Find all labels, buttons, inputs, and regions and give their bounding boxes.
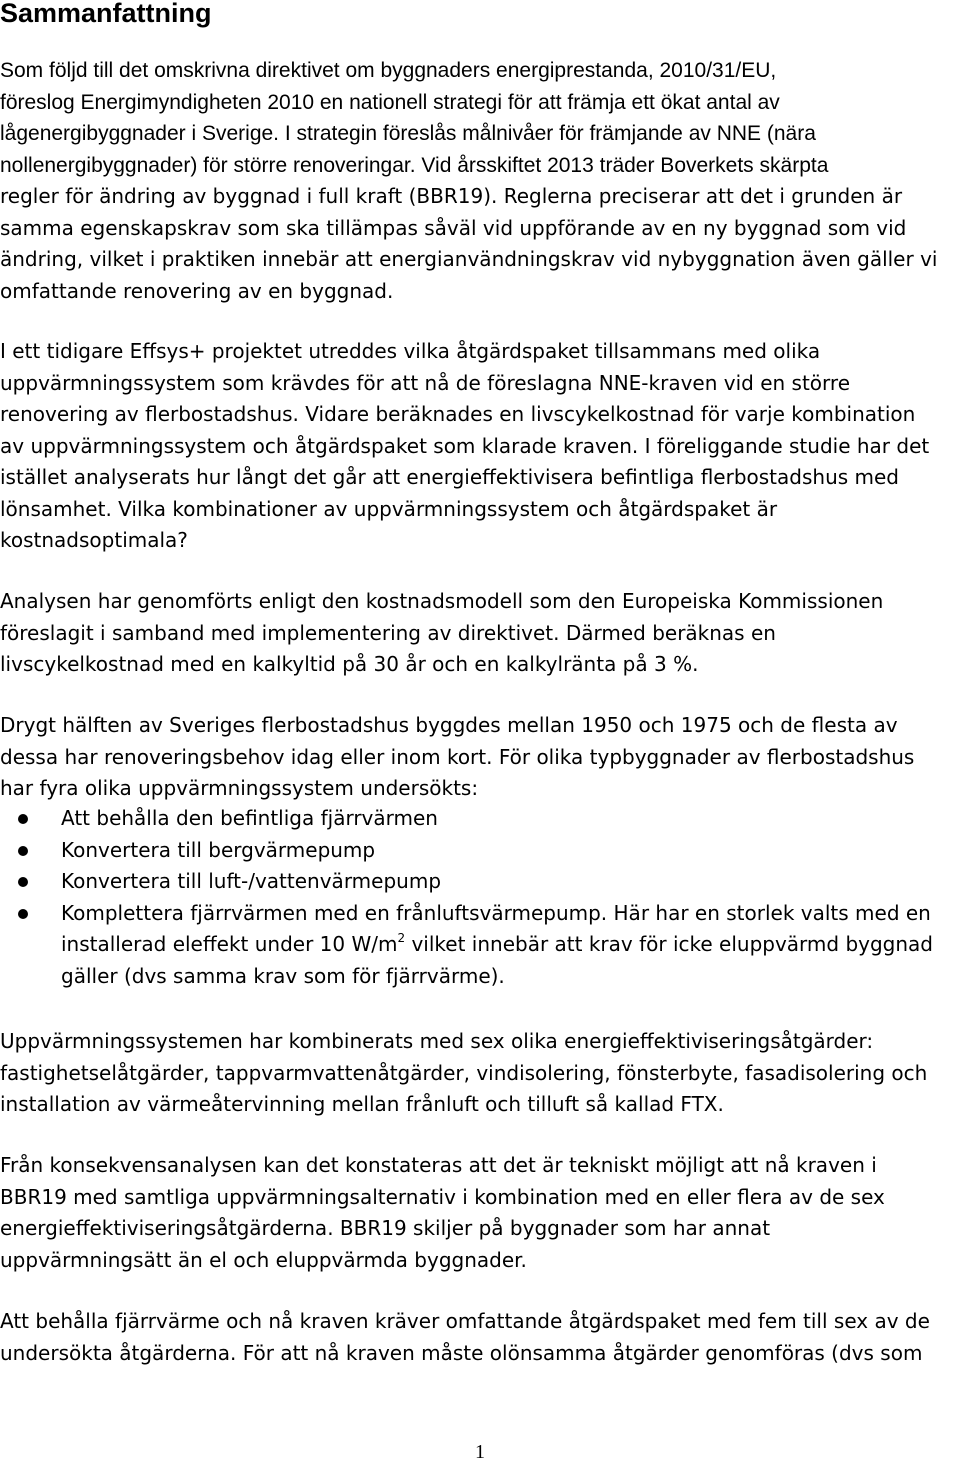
text-line: fastighetselåtgärder, tappvarmvattenåtgärder, vindisolering, fönsterbyte, fasadisolering och xyxy=(0,1060,928,1085)
list-item xyxy=(0,835,960,867)
list-item-text: Att behålla den befintliga fjärrvärmen xyxy=(61,806,438,830)
text-line: regler för ändring av byggnad i full kraft (BBR19). Reglerna preciserar att det i grunden är xyxy=(0,184,903,208)
text-line: av uppvärmningssystem och åtgärdspaket som klarade kraven. I föreliggande studie har det xyxy=(0,433,930,458)
text-line: renovering av flerbostadshus. Vidare beräknades en livscykelkostnad för varje kombination xyxy=(0,402,916,426)
text-line: föreslog Energimyndigheten 2010 en nationell strategi för att främja ett ökat antal av xyxy=(0,90,780,114)
paragraph-intro xyxy=(0,55,960,307)
text-line: föreslagit i samband med implementering av direktivet. Därmed beräknas en xyxy=(0,620,776,645)
text-line: I ett tidigare Effsys+ projektet utreddes vilka åtgärdspaket tillsammans med olika xyxy=(0,339,821,363)
text-line: uppvärmningssystem som krävdes för att nå de föreslagna NNE-kraven vid en större xyxy=(0,370,850,395)
list-item xyxy=(0,803,960,835)
text-line: ändring, vilket i praktiken innebär att energianvändningskrav vid nybyggnation även gäller vi xyxy=(0,247,938,271)
text-line: energieffektiviseringsåtgärderna. BBR19 skiljer på byggnader som har annat xyxy=(0,1216,771,1240)
list-item-text: Konvertera till luft-/vattenvärmepump xyxy=(61,869,442,893)
paragraph-analysis xyxy=(0,586,960,681)
text-line: Analysen har genomförts enligt den kostnadsmodell som den Europeiska Kommissionen xyxy=(0,589,884,613)
bullet-icon xyxy=(18,877,28,887)
text-line: Att behålla fjärrvärme och nå kraven kräver omfattande åtgärdspaket med fem till sex av de xyxy=(0,1309,930,1333)
page-number: 1 xyxy=(475,1441,485,1463)
paragraph-consequence xyxy=(0,1150,960,1276)
text-line: BBR19 med samtliga uppvärmningsalternativ i kombination med en eller flera av de sex xyxy=(0,1184,885,1209)
text-fragment: vilket innebär att krav för icke eluppvärmd byggnad xyxy=(405,932,933,956)
heating-systems-list xyxy=(0,803,960,992)
text-line: Som följd till det omskrivna direktivet om byggnaders energiprestanda, 2010/31/EU, xyxy=(0,59,777,82)
paragraph-district-heating xyxy=(0,1306,960,1369)
text-line: har fyra olika uppvärmningssystem undersökts: xyxy=(0,776,479,800)
text-line: omfattande renovering av en byggnad. xyxy=(0,278,394,303)
text-fragment: installerad eleffekt under 10 W/m xyxy=(61,932,398,956)
paragraph-measures xyxy=(0,1026,960,1121)
list-item xyxy=(0,898,960,993)
text-line: Uppvärmningssystemen har kombinerats med sex olika energieffektiviseringsåtgärder: xyxy=(0,1029,874,1053)
text-line: uppvärmningsätt än el och eluppvärmda byggnader. xyxy=(0,1247,527,1272)
section-heading: Sammanfattning xyxy=(0,0,212,28)
list-item-text xyxy=(61,929,960,961)
paragraph-buildings xyxy=(0,710,960,805)
text-line: livscykelkostnad med en kalkyltid på 30 år och en kalkylränta på 3 %. xyxy=(0,652,699,676)
list-item-text: Komplettera fjärrvärmen med en frånluftsvärmepump. Här har en storlek valts med en xyxy=(61,900,931,925)
bullet-icon xyxy=(18,814,28,824)
text-line: lönsamhet. Vilka kombinationer av uppvärmningssystem och åtgärdspaket är xyxy=(0,496,778,521)
text-line: Drygt hälften av Sveriges flerbostadshus byggdes mellan 1950 och 1975 och de flesta av xyxy=(0,713,898,737)
text-line: installation av värmeåtervinning mellan frånluft och tilluft så kallad FTX. xyxy=(0,1092,724,1116)
text-line: kostnadsoptimala? xyxy=(0,528,188,552)
text-line: Från konsekvensanalysen kan det konstateras att det är tekniskt möjligt att nå kraven i xyxy=(0,1153,877,1177)
list-item-text: Konvertera till bergvärmepump xyxy=(61,837,376,862)
text-line: istället analyserats hur långt det går att energieffektivisera befintliga flerbostadshus med xyxy=(0,465,900,489)
bullet-icon xyxy=(18,846,28,856)
superscript: 2 xyxy=(397,931,406,945)
bullet-icon xyxy=(18,909,28,919)
text-line: dessa har renoveringsbehov idag eller inom kort. För olika typbyggnader av flerbostadshus xyxy=(0,744,915,769)
text-line: lågenergibyggnader i Sverige. I strategin föreslås målnivåer för främjande av NNE (nära xyxy=(0,122,816,145)
paragraph-effsys xyxy=(0,336,960,557)
list-item xyxy=(0,866,960,898)
text-line: samma egenskapskrav som ska tillämpas såväl vid uppförande av en ny byggnad som vid xyxy=(0,215,907,240)
list-item-text: gäller (dvs samma krav som för fjärrvärme). xyxy=(61,963,505,988)
text-line: undersökta åtgärderna. För att nå kraven måste olönsamma åtgärder genomföras (dvs som xyxy=(0,1340,923,1365)
text-line: nollenergibyggnader) för större renoveringar. Vid årsskiftet 2013 träder Boverkets skärpta xyxy=(0,153,829,177)
